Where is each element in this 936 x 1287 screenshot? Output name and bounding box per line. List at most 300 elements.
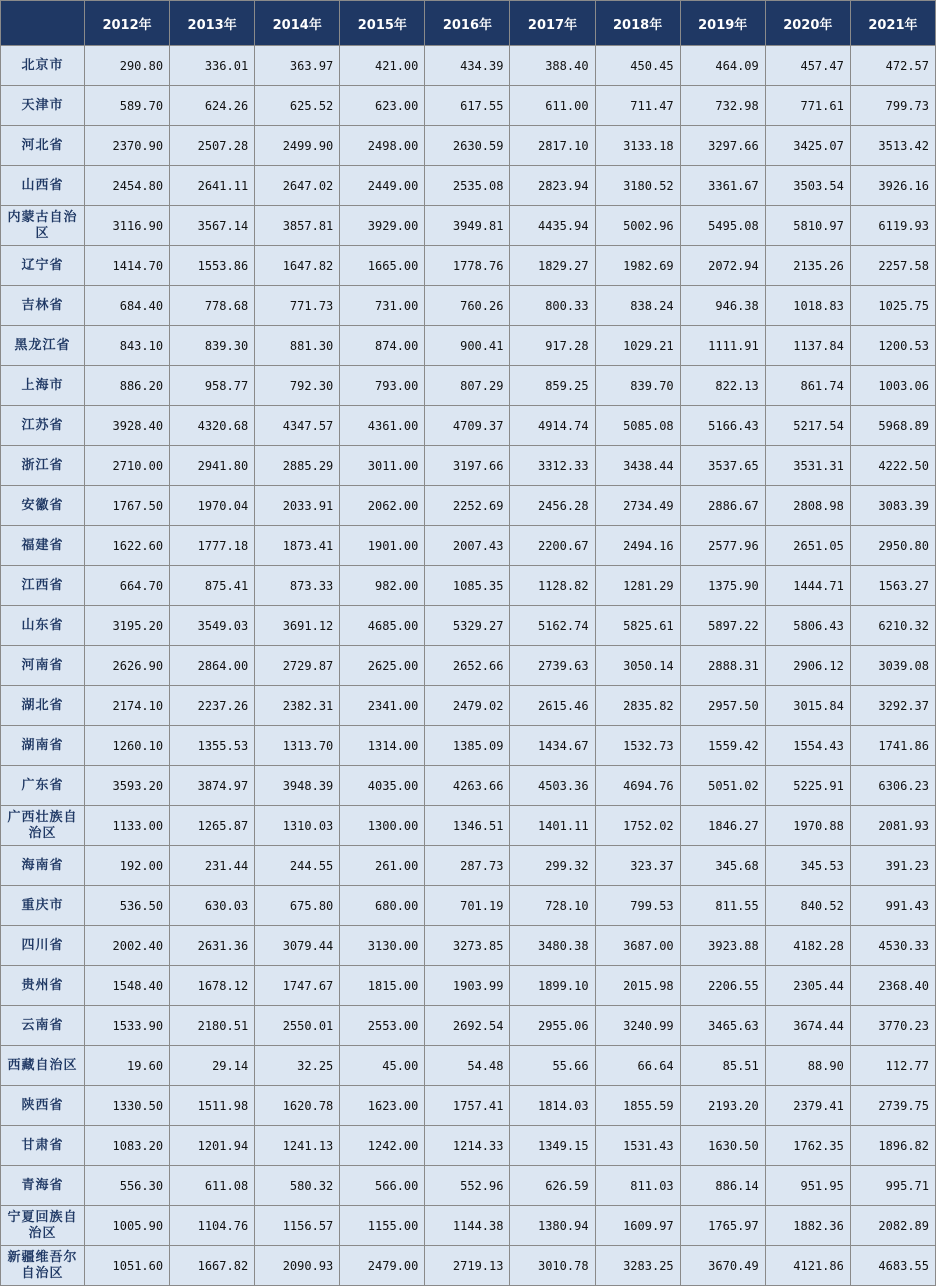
value-cell: 1111.91 — [680, 326, 765, 366]
year-header: 2021年 — [850, 1, 935, 46]
table-row — [1, 1126, 936, 1166]
value-cell: 1815.00 — [340, 966, 425, 1006]
table-row — [1, 406, 936, 446]
value-cell: 5085.08 — [595, 406, 680, 446]
value-cell: 1355.53 — [170, 726, 255, 766]
value-cell: 1757.41 — [425, 1086, 510, 1126]
value-cell: 2305.44 — [765, 966, 850, 1006]
value-cell: 6306.23 — [850, 766, 935, 806]
value-cell: 799.53 — [595, 886, 680, 926]
value-cell: 2135.26 — [765, 246, 850, 286]
year-header: 2013年 — [170, 1, 255, 46]
value-cell: 1623.00 — [340, 1086, 425, 1126]
value-cell: 3537.65 — [680, 446, 765, 486]
region-name: 内蒙古自治区 — [1, 206, 85, 246]
value-cell: 886.14 — [680, 1166, 765, 1206]
value-cell: 231.44 — [170, 846, 255, 886]
value-cell: 3926.16 — [850, 166, 935, 206]
value-cell: 4694.76 — [595, 766, 680, 806]
value-cell: 2710.00 — [85, 446, 170, 486]
value-cell: 3923.88 — [680, 926, 765, 966]
table-row — [1, 166, 936, 206]
value-cell: 434.39 — [425, 46, 510, 86]
value-cell: 29.14 — [170, 1046, 255, 1086]
value-cell: 19.60 — [85, 1046, 170, 1086]
value-cell: 2193.20 — [680, 1086, 765, 1126]
value-cell: 1314.00 — [340, 726, 425, 766]
value-cell: 2206.55 — [680, 966, 765, 1006]
value-cell: 2906.12 — [765, 646, 850, 686]
value-cell: 1051.60 — [85, 1246, 170, 1286]
value-cell: 1313.70 — [255, 726, 340, 766]
value-cell: 2033.91 — [255, 486, 340, 526]
value-cell: 2174.10 — [85, 686, 170, 726]
value-cell: 2507.28 — [170, 126, 255, 166]
table-row — [1, 126, 936, 166]
value-cell: 799.73 — [850, 86, 935, 126]
value-cell: 4347.57 — [255, 406, 340, 446]
year-header: 2016年 — [425, 1, 510, 46]
value-cell: 2885.29 — [255, 446, 340, 486]
value-cell: 2950.80 — [850, 526, 935, 566]
value-cell: 450.45 — [595, 46, 680, 86]
value-cell: 2553.00 — [340, 1006, 425, 1046]
region-name: 海南省 — [1, 846, 85, 886]
value-cell: 3039.08 — [850, 646, 935, 686]
value-cell: 822.13 — [680, 366, 765, 406]
value-cell: 2625.00 — [340, 646, 425, 686]
value-cell: 807.29 — [425, 366, 510, 406]
value-cell: 323.37 — [595, 846, 680, 886]
value-cell: 611.00 — [510, 86, 595, 126]
value-cell: 728.10 — [510, 886, 595, 926]
value-cell: 1128.82 — [510, 566, 595, 606]
value-cell: 793.00 — [340, 366, 425, 406]
value-cell: 566.00 — [340, 1166, 425, 1206]
value-cell: 4914.74 — [510, 406, 595, 446]
value-cell: 5051.02 — [680, 766, 765, 806]
value-cell: 946.38 — [680, 286, 765, 326]
table-row — [1, 726, 936, 766]
table-row — [1, 766, 936, 806]
value-cell: 1896.82 — [850, 1126, 935, 1166]
value-cell: 3133.18 — [595, 126, 680, 166]
value-cell: 2499.90 — [255, 126, 340, 166]
value-cell: 1630.50 — [680, 1126, 765, 1166]
value-cell: 859.25 — [510, 366, 595, 406]
value-cell: 991.43 — [850, 886, 935, 926]
value-cell: 1563.27 — [850, 566, 935, 606]
region-name: 黑龙江省 — [1, 326, 85, 366]
value-cell: 336.01 — [170, 46, 255, 86]
value-cell: 1901.00 — [340, 526, 425, 566]
value-cell: 2647.02 — [255, 166, 340, 206]
value-cell: 1778.76 — [425, 246, 510, 286]
region-name: 江西省 — [1, 566, 85, 606]
value-cell: 2498.00 — [340, 126, 425, 166]
value-cell: 345.53 — [765, 846, 850, 886]
value-cell: 3438.44 — [595, 446, 680, 486]
value-cell: 3083.39 — [850, 486, 935, 526]
table-row — [1, 1246, 936, 1286]
value-cell: 391.23 — [850, 846, 935, 886]
table-row — [1, 646, 936, 686]
value-cell: 664.70 — [85, 566, 170, 606]
region-name: 福建省 — [1, 526, 85, 566]
value-cell: 1414.70 — [85, 246, 170, 286]
year-header: 2017年 — [510, 1, 595, 46]
value-cell: 2252.69 — [425, 486, 510, 526]
region-name: 山东省 — [1, 606, 85, 646]
value-cell: 839.30 — [170, 326, 255, 366]
value-cell: 299.32 — [510, 846, 595, 886]
value-cell: 112.77 — [850, 1046, 935, 1086]
value-cell: 1882.36 — [765, 1206, 850, 1246]
value-cell: 630.03 — [170, 886, 255, 926]
value-cell: 873.33 — [255, 566, 340, 606]
value-cell: 1553.86 — [170, 246, 255, 286]
value-cell: 4035.00 — [340, 766, 425, 806]
value-cell: 675.80 — [255, 886, 340, 926]
value-cell: 1133.00 — [85, 806, 170, 846]
value-cell: 1899.10 — [510, 966, 595, 1006]
value-cell: 2550.01 — [255, 1006, 340, 1046]
table-row — [1, 86, 936, 126]
value-cell: 811.55 — [680, 886, 765, 926]
value-cell: 711.47 — [595, 86, 680, 126]
value-cell: 875.41 — [170, 566, 255, 606]
value-cell: 623.00 — [340, 86, 425, 126]
value-cell: 287.73 — [425, 846, 510, 886]
value-cell: 838.24 — [595, 286, 680, 326]
value-cell: 3015.84 — [765, 686, 850, 726]
value-cell: 3567.14 — [170, 206, 255, 246]
value-cell: 2200.67 — [510, 526, 595, 566]
region-name: 江苏省 — [1, 406, 85, 446]
value-cell: 2630.59 — [425, 126, 510, 166]
value-cell: 3297.66 — [680, 126, 765, 166]
year-header: 2019年 — [680, 1, 765, 46]
value-cell: 2955.06 — [510, 1006, 595, 1046]
value-cell: 3674.44 — [765, 1006, 850, 1046]
value-cell: 3770.23 — [850, 1006, 935, 1046]
table-row — [1, 926, 936, 966]
table-row — [1, 206, 936, 246]
value-cell: 2864.00 — [170, 646, 255, 686]
value-cell: 2577.96 — [680, 526, 765, 566]
value-cell: 1532.73 — [595, 726, 680, 766]
value-cell: 3465.63 — [680, 1006, 765, 1046]
table-row — [1, 1206, 936, 1246]
value-cell: 2237.26 — [170, 686, 255, 726]
table-row — [1, 886, 936, 926]
value-cell: 580.32 — [255, 1166, 340, 1206]
value-cell: 1752.02 — [595, 806, 680, 846]
value-cell: 1855.59 — [595, 1086, 680, 1126]
value-cell: 5495.08 — [680, 206, 765, 246]
region-name: 河南省 — [1, 646, 85, 686]
value-cell: 951.95 — [765, 1166, 850, 1206]
value-cell: 2257.58 — [850, 246, 935, 286]
value-cell: 3670.49 — [680, 1246, 765, 1286]
value-cell: 1375.90 — [680, 566, 765, 606]
value-cell: 1667.82 — [170, 1246, 255, 1286]
table-row — [1, 566, 936, 606]
value-cell: 731.00 — [340, 286, 425, 326]
region-name: 宁夏回族自治区 — [1, 1206, 85, 1246]
value-cell: 290.80 — [85, 46, 170, 86]
table-row — [1, 246, 936, 286]
region-name: 湖北省 — [1, 686, 85, 726]
value-cell: 1531.43 — [595, 1126, 680, 1166]
value-cell: 85.51 — [680, 1046, 765, 1086]
value-cell: 4503.36 — [510, 766, 595, 806]
value-cell: 958.77 — [170, 366, 255, 406]
value-cell: 589.70 — [85, 86, 170, 126]
value-cell: 2370.90 — [85, 126, 170, 166]
value-cell: 5897.22 — [680, 606, 765, 646]
value-cell: 1385.09 — [425, 726, 510, 766]
value-cell: 3503.54 — [765, 166, 850, 206]
value-cell: 3531.31 — [765, 446, 850, 486]
value-cell: 5002.96 — [595, 206, 680, 246]
value-cell: 5217.54 — [765, 406, 850, 446]
value-cell: 1548.40 — [85, 966, 170, 1006]
value-cell: 771.61 — [765, 86, 850, 126]
value-cell: 3949.81 — [425, 206, 510, 246]
value-cell: 5225.91 — [765, 766, 850, 806]
value-cell: 684.40 — [85, 286, 170, 326]
value-cell: 3180.52 — [595, 166, 680, 206]
value-cell: 45.00 — [340, 1046, 425, 1086]
region-name: 四川省 — [1, 926, 85, 966]
value-cell: 1678.12 — [170, 966, 255, 1006]
table-row — [1, 1166, 936, 1206]
value-cell: 3116.90 — [85, 206, 170, 246]
value-cell: 2719.13 — [425, 1246, 510, 1286]
region-name: 河北省 — [1, 126, 85, 166]
region-name: 甘肃省 — [1, 1126, 85, 1166]
value-cell: 2494.16 — [595, 526, 680, 566]
value-cell: 626.59 — [510, 1166, 595, 1206]
region-name: 重庆市 — [1, 886, 85, 926]
value-cell: 2368.40 — [850, 966, 935, 1006]
value-cell: 900.41 — [425, 326, 510, 366]
value-cell: 1085.35 — [425, 566, 510, 606]
value-cell: 861.74 — [765, 366, 850, 406]
value-cell: 1903.99 — [425, 966, 510, 1006]
value-cell: 2382.31 — [255, 686, 340, 726]
table-row — [1, 686, 936, 726]
value-cell: 3292.37 — [850, 686, 935, 726]
region-name: 安徽省 — [1, 486, 85, 526]
value-cell: 886.20 — [85, 366, 170, 406]
value-cell: 1620.78 — [255, 1086, 340, 1126]
value-cell: 2479.00 — [340, 1246, 425, 1286]
table-row — [1, 366, 936, 406]
header-row — [1, 1, 936, 46]
value-cell: 472.57 — [850, 46, 935, 86]
value-cell: 2739.75 — [850, 1086, 935, 1126]
year-header: 2012年 — [85, 1, 170, 46]
value-cell: 4435.94 — [510, 206, 595, 246]
value-cell: 3857.81 — [255, 206, 340, 246]
year-header: 2020年 — [765, 1, 850, 46]
value-cell: 611.08 — [170, 1166, 255, 1206]
value-cell: 6119.93 — [850, 206, 935, 246]
value-cell: 1214.33 — [425, 1126, 510, 1166]
value-cell: 1241.13 — [255, 1126, 340, 1166]
value-cell: 1156.57 — [255, 1206, 340, 1246]
value-cell: 1777.18 — [170, 526, 255, 566]
value-cell: 1260.10 — [85, 726, 170, 766]
value-cell: 1609.97 — [595, 1206, 680, 1246]
value-cell: 1970.04 — [170, 486, 255, 526]
value-cell: 1765.97 — [680, 1206, 765, 1246]
value-cell: 3240.99 — [595, 1006, 680, 1046]
value-cell: 1970.88 — [765, 806, 850, 846]
value-cell: 1511.98 — [170, 1086, 255, 1126]
value-cell: 244.55 — [255, 846, 340, 886]
value-cell: 1265.87 — [170, 806, 255, 846]
value-cell: 55.66 — [510, 1046, 595, 1086]
region-name: 湖南省 — [1, 726, 85, 766]
value-cell: 2341.00 — [340, 686, 425, 726]
value-cell: 1018.83 — [765, 286, 850, 326]
value-cell: 2817.10 — [510, 126, 595, 166]
value-cell: 1647.82 — [255, 246, 340, 286]
region-name: 广西壮族自治区 — [1, 806, 85, 846]
year-header: 2015年 — [340, 1, 425, 46]
value-cell: 778.68 — [170, 286, 255, 326]
region-name: 云南省 — [1, 1006, 85, 1046]
value-cell: 1144.38 — [425, 1206, 510, 1246]
value-cell: 3928.40 — [85, 406, 170, 446]
value-cell: 1346.51 — [425, 806, 510, 846]
value-cell: 3361.67 — [680, 166, 765, 206]
value-cell: 1829.27 — [510, 246, 595, 286]
value-cell: 464.09 — [680, 46, 765, 86]
value-cell: 3425.07 — [765, 126, 850, 166]
value-cell: 2007.43 — [425, 526, 510, 566]
value-cell: 1767.50 — [85, 486, 170, 526]
value-cell: 2835.82 — [595, 686, 680, 726]
value-cell: 840.52 — [765, 886, 850, 926]
value-cell: 3273.85 — [425, 926, 510, 966]
value-cell: 1873.41 — [255, 526, 340, 566]
table-row — [1, 46, 936, 86]
value-cell: 1747.67 — [255, 966, 340, 1006]
value-cell: 2072.94 — [680, 246, 765, 286]
value-cell: 1300.00 — [340, 806, 425, 846]
value-cell: 3874.97 — [170, 766, 255, 806]
value-cell: 2739.63 — [510, 646, 595, 686]
value-cell: 4685.00 — [340, 606, 425, 646]
value-cell: 2886.67 — [680, 486, 765, 526]
value-cell: 2015.98 — [595, 966, 680, 1006]
value-cell: 792.30 — [255, 366, 340, 406]
value-cell: 345.68 — [680, 846, 765, 886]
value-cell: 5968.89 — [850, 406, 935, 446]
corner-cell — [1, 1, 85, 46]
value-cell: 2957.50 — [680, 686, 765, 726]
region-name: 天津市 — [1, 86, 85, 126]
value-cell: 2449.00 — [340, 166, 425, 206]
value-cell: 363.97 — [255, 46, 340, 86]
value-cell: 2888.31 — [680, 646, 765, 686]
value-cell: 4320.68 — [170, 406, 255, 446]
value-cell: 917.28 — [510, 326, 595, 366]
value-cell: 3283.25 — [595, 1246, 680, 1286]
value-cell: 1444.71 — [765, 566, 850, 606]
value-cell: 32.25 — [255, 1046, 340, 1086]
value-cell: 192.00 — [85, 846, 170, 886]
value-cell: 3197.66 — [425, 446, 510, 486]
region-name: 陕西省 — [1, 1086, 85, 1126]
value-cell: 66.64 — [595, 1046, 680, 1086]
value-cell: 3593.20 — [85, 766, 170, 806]
value-cell: 839.70 — [595, 366, 680, 406]
value-cell: 5810.97 — [765, 206, 850, 246]
value-cell: 625.52 — [255, 86, 340, 126]
value-cell: 3312.33 — [510, 446, 595, 486]
value-cell: 2808.98 — [765, 486, 850, 526]
value-cell: 556.30 — [85, 1166, 170, 1206]
year-header: 2014年 — [255, 1, 340, 46]
value-cell: 1025.75 — [850, 286, 935, 326]
value-cell: 1846.27 — [680, 806, 765, 846]
value-cell: 2379.41 — [765, 1086, 850, 1126]
value-cell: 536.50 — [85, 886, 170, 926]
value-cell: 3010.78 — [510, 1246, 595, 1286]
value-cell: 1762.35 — [765, 1126, 850, 1166]
table-row — [1, 606, 936, 646]
value-cell: 3513.42 — [850, 126, 935, 166]
value-cell: 771.73 — [255, 286, 340, 326]
value-cell: 1200.53 — [850, 326, 935, 366]
value-cell: 701.19 — [425, 886, 510, 926]
value-cell: 3195.20 — [85, 606, 170, 646]
region-name: 贵州省 — [1, 966, 85, 1006]
value-cell: 1310.03 — [255, 806, 340, 846]
value-cell: 881.30 — [255, 326, 340, 366]
value-cell: 1982.69 — [595, 246, 680, 286]
value-cell: 995.71 — [850, 1166, 935, 1206]
value-cell: 2479.02 — [425, 686, 510, 726]
region-name: 新疆维吾尔自治区 — [1, 1246, 85, 1286]
value-cell: 2082.89 — [850, 1206, 935, 1246]
value-cell: 2002.40 — [85, 926, 170, 966]
value-cell: 1741.86 — [850, 726, 935, 766]
value-cell: 680.00 — [340, 886, 425, 926]
value-cell: 2651.05 — [765, 526, 850, 566]
region-name: 广东省 — [1, 766, 85, 806]
value-cell: 3050.14 — [595, 646, 680, 686]
value-cell: 1434.67 — [510, 726, 595, 766]
region-name: 西藏自治区 — [1, 1046, 85, 1086]
value-cell: 388.40 — [510, 46, 595, 86]
value-cell: 1005.90 — [85, 1206, 170, 1246]
region-name: 上海市 — [1, 366, 85, 406]
table-row — [1, 286, 936, 326]
value-cell: 2615.46 — [510, 686, 595, 726]
value-cell: 54.48 — [425, 1046, 510, 1086]
value-cell: 2652.66 — [425, 646, 510, 686]
table-row — [1, 846, 936, 886]
table-row — [1, 1046, 936, 1086]
table-row — [1, 1086, 936, 1126]
value-cell: 1665.00 — [340, 246, 425, 286]
